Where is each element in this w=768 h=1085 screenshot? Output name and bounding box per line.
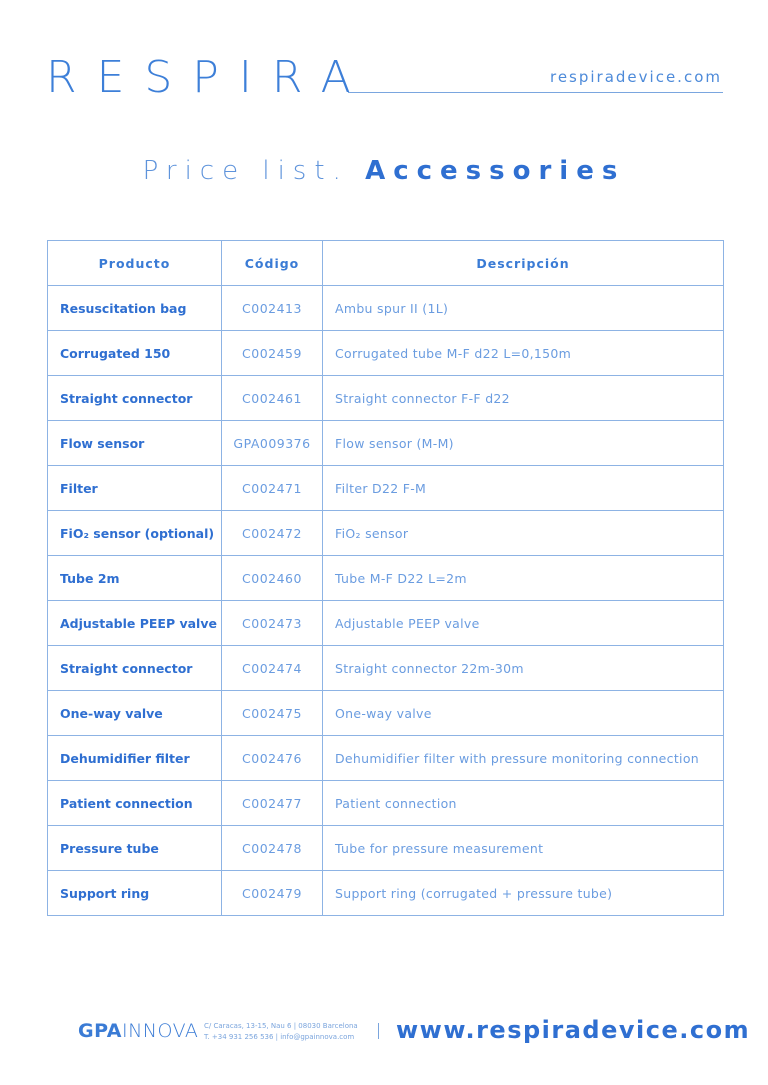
table-row [48, 601, 724, 646]
product-cell: Filter [48, 466, 222, 511]
code-cell: C002473 [222, 601, 323, 646]
product-cell: Straight connector [48, 376, 222, 421]
product-cell: FiO₂ sensor (optional) [48, 511, 222, 556]
table-row [48, 556, 724, 601]
description-cell: Ambu spur II (1L) [323, 286, 724, 331]
code-cell: GPA009376 [222, 421, 323, 466]
product-cell: Straight connector [48, 646, 222, 691]
header-divider [348, 92, 723, 93]
description-cell: Flow sensor (M-M) [323, 421, 724, 466]
table-row [48, 646, 724, 691]
description-cell: Straight connector 22m-30m [323, 646, 724, 691]
code-cell: C002460 [222, 556, 323, 601]
code-cell: C002461 [222, 376, 323, 421]
code-cell: C002476 [222, 736, 323, 781]
gpainnova-logo [78, 1020, 198, 1042]
description-cell: Filter D22 F-M [323, 466, 724, 511]
table-header-row [48, 241, 724, 286]
product-cell: Flow sensor [48, 421, 222, 466]
description-cell: One-way valve [323, 691, 724, 736]
footer-separator [378, 1023, 379, 1039]
product-cell: Adjustable PEEP valve [48, 601, 222, 646]
page-title [0, 154, 768, 188]
column-header-code: Código [222, 241, 323, 286]
code-cell: C002459 [222, 331, 323, 376]
table-row [48, 691, 724, 736]
column-header-product: Producto [48, 241, 222, 286]
price-table [47, 240, 724, 916]
footer [0, 1010, 768, 1050]
description-cell: FiO₂ sensor [323, 511, 724, 556]
product-cell: Dehumidifier filter [48, 736, 222, 781]
logo-innova: INNOVA [121, 1020, 199, 1042]
description-cell: Adjustable PEEP valve [323, 601, 724, 646]
product-cell: Pressure tube [48, 826, 222, 871]
code-cell: C002471 [222, 466, 323, 511]
code-cell: C002413 [222, 286, 323, 331]
code-cell: C002472 [222, 511, 323, 556]
product-cell: One-way valve [48, 691, 222, 736]
footer-address [204, 1021, 358, 1043]
product-cell: Patient connection [48, 781, 222, 826]
table-row [48, 331, 724, 376]
description-cell: Corrugated tube M-F d22 L=0,150m [323, 331, 724, 376]
description-cell: Straight connector F-F d22 [323, 376, 724, 421]
description-cell: Support ring (corrugated + pressure tube) [323, 871, 724, 916]
column-header-description: Descripción [323, 241, 724, 286]
table-row [48, 736, 724, 781]
table-row [48, 511, 724, 556]
code-cell: C002479 [222, 871, 323, 916]
page-title-emphasis: Accessories [365, 156, 626, 186]
table-row [48, 466, 724, 511]
code-cell: C002475 [222, 691, 323, 736]
brand-logo: RESPIRA [46, 52, 371, 103]
footer-contact-line: T. +34 931 256 536 | info@gpainnova.com [204, 1033, 355, 1041]
code-cell: C002478 [222, 826, 323, 871]
header-website-link[interactable]: respiradevice.com [549, 68, 722, 86]
logo-gpa: GPA [78, 1020, 122, 1042]
code-cell: C002477 [222, 781, 323, 826]
footer-website-link[interactable]: www.respiradevice.com [396, 1016, 751, 1044]
table-row [48, 826, 724, 871]
table-row [48, 871, 724, 916]
table-row [48, 286, 724, 331]
description-cell: Tube M-F D22 L=2m [323, 556, 724, 601]
description-cell: Tube for pressure measurement [323, 826, 724, 871]
table-row [48, 421, 724, 466]
table-row [48, 376, 724, 421]
product-cell: Support ring [48, 871, 222, 916]
product-cell: Corrugated 150 [48, 331, 222, 376]
description-cell: Patient connection [323, 781, 724, 826]
description-cell: Dehumidifier filter with pressure monitoring connection [323, 736, 724, 781]
page-title-prefix: Price list. [142, 156, 349, 186]
product-cell: Resuscitation bag [48, 286, 222, 331]
code-cell: C002474 [222, 646, 323, 691]
footer-address-line: C/ Caracas, 13-15, Nau 6 | 08030 Barcelona [204, 1022, 358, 1030]
product-cell: Tube 2m [48, 556, 222, 601]
table-row [48, 781, 724, 826]
